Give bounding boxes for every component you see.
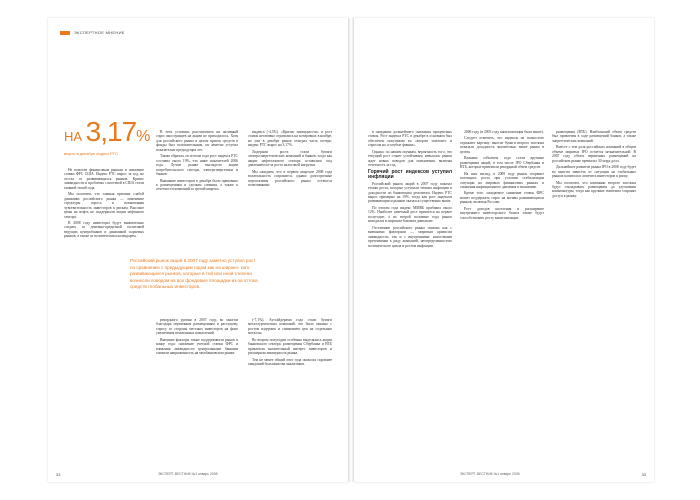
paragraph: По итогам года индекс ММВБ прибавил около 12%. Наиболее заметный рост пришелся на первое полугодие, а во второй половине года рынок находился в широком боковом диапазоне. — [368, 205, 452, 224]
orange-marker — [60, 31, 70, 35]
paragraph: Не помогли финансовым рынкам и снижение ставки ФРС США. Индекс РТС вырос за год, но отстал от развивающихся рынков. Кризис ликвидности и проблемы с ипотекой в США стали главной темой года. — [64, 168, 144, 190]
paragraph: В 2008 году инвесторы будут внимательно следить за денежно-кредитной политикой ведущих центробанков и динамикой сырьевых рынков, а также за политическим календарем. — [64, 220, 144, 239]
headline-number: 3,17 — [85, 116, 137, 147]
page-number: 33 — [56, 472, 61, 477]
paragraph: Мы полагаем, что компании второго эшелона будут откладывать размещения до улучшения конъюнктуры, тогда как крупные эмитенты сохранят доступ к рынку. — [552, 180, 636, 198]
paragraph: В этих условиях рассчитывать на активный спрос иностранцев на акции не приходилось. Хотя для российского рынка в целом приток средств в фонды был положительным, он заметно уступал показателям предыдущих лет. — [156, 130, 238, 152]
paragraph: Важным событием года стали крупные размещения акций, в том числе IPO Сбербанка и ВТБ, которые привлекли рекордный объем средств. — [460, 156, 544, 170]
right-column-3 — [552, 130, 636, 470]
left-column-1 — [64, 168, 144, 468]
footer-text: ЭКСПЕРТ-ВЕСТНИК №1 январь 2008 — [158, 472, 218, 476]
paragraph: На наш взгляд, в 2008 году рынок сохранит потенциал роста при условии стабилизации ситуации на мировых финансовых рынках и снижения инфляционного давления в экономике. — [460, 171, 544, 189]
left-column-2 — [156, 130, 238, 248]
paragraph: Таким образом, по итогам года рост индекса РТС составил около 19%, что ниже показателей 2006 года. Лучше рынка выглядели акции потребительского сектора, электроэнергетики и банков. — [156, 154, 238, 177]
right-column-2 — [460, 130, 544, 470]
paragraph: Рост доходов населения и расширение внутреннего инвесторского базиса также будут способствовать росту капитализации. — [460, 206, 544, 220]
paragraph: (-7,1%). Аутсайдерами года стали бумаги металлургических компаний, что было связано с ростом издержек и снижением цен на отдельные металлы. — [248, 318, 332, 336]
headline-figure — [64, 116, 150, 148]
headline-caption: вырос в декабре индекс РТС — [64, 151, 118, 156]
left-column-3 — [248, 130, 332, 248]
page-number: 33 — [641, 472, 646, 477]
headline-prefix: НА — [64, 129, 86, 144]
paragraph: Российский рынок акций в 2007 году показал темпы роста, которые уступили темпам инфляции и доходности по банковским депозитам. Индекс РТС вырос примерно на 19%, тогда как рост индексов развивающихся рынков оказался существенно выше. — [368, 181, 452, 204]
headline-unit: % — [136, 128, 151, 145]
left-page — [48, 18, 348, 482]
right-page — [354, 18, 654, 482]
paragraph: Внимание инвесторов в декабре было приковано к размещениям и сделкам слияния, а также к отчетности компаний за третий квартал. — [156, 178, 238, 192]
paragraph: Лидерами роста стали бумаги электроэнергетических компаний и банков, тогда как акции нефтегазового сектора оставались под давлением из-за роста налоговой нагрузки. — [248, 149, 332, 168]
section-label — [60, 30, 125, 35]
paragraph: Мы ожидаем, что в первом квартале 2008 года волатильность сохранится, однако долгосрочные перспективы российского рынка остаются позитивными. — [248, 169, 332, 187]
paragraph: Кроме того, ожидаемое снижение ставок ФРС может поддержать спрос на активы развивающихся рынков, включая Россию. — [460, 191, 544, 205]
left-column-3-bottom — [248, 318, 332, 466]
paragraph: Следует отметить, что индексы не полностью отражают картину: многие бумаги второго эшелона показали доходность значительно выше рынка в целом. — [460, 136, 544, 154]
left-column-2-bottom — [156, 318, 238, 466]
section-label-text: ЭКСПЕРТНОЕ МНЕНИЕ — [74, 30, 125, 35]
paragraph: Тем не менее общий итог года оказался скромнее ожиданий большинства аналитиков. — [248, 357, 332, 367]
paragraph: в ожидании дальнейшего снижения процентных ставок. Рост индекса РТС в декабре в основном был обеспечен покупками во «втором эшелоне» и спросом на «голубые фишки». — [368, 130, 452, 148]
paragraph: индекса (-4,5%). «Кризис ликвидности» и рост ставок негативно отразились на котировках в ноябре, но уже в декабре рынок отыграл часть потерь: индекс РТС вырос на 3,17%. — [248, 130, 332, 148]
paragraph: Отставание российского рынка связано как с внешними факторами — мировым кризисом ликвидности, так и с внутренними: налоговыми претензиями к ряду компаний, неопределенностью политического цикла и ростом инфляции. — [368, 225, 452, 248]
paragraph: Во втором полугодии особенно выделялись акции банковского сектора: размещения Сбербанка и ВТБ привлекли значительный интерес инвесторов и расширили ликвидность рынка. — [248, 337, 332, 356]
paragraph: размещения (ВТБ). Наибольший объем средств был привлечен в ходе размещений банков, а также энергетических компаний. — [552, 130, 636, 143]
pull-quote: Российский рынок акций в 2007 году заметно уступил рост по сравнению с предыдущим годом как на широко- кого развивающихся рынков, которые в той или иной степени вознесли поводом на все фондовые площадки из-за оттока средств глобальных инвесторов. — [130, 258, 258, 290]
paragraph: 2006 году (в 2005 году капитализация была выше). — [464, 130, 544, 134]
paragraph: Однако, по нашим оценкам, вероятность того, что текущий рост станет устойчивым, невысока: рынок ждет новых поводов для повышения, включая отчетность за год. — [368, 149, 452, 168]
paragraph: Внешние факторы также поддерживали рынок в конце года: снижение учетной ставки ФРС и вливания ликвидности центральными банками снизили напряженность на межбанковском рынке. — [156, 337, 238, 356]
right-column-1 — [368, 130, 452, 470]
paragraph: Вместе с тем доля российских компаний в общем объеме мировых IPO остается незначительной. В 2007 году объем первичных размещений на российском рынке превысил 30 млрд долл. — [552, 145, 636, 163]
section-heading: Горячий рост индексов уступил инфляции — [368, 168, 452, 181]
paragraph: Мы полагаем, что главная причина слабой динамики российского рынка — изменение структуры спроса и повышенная чувствительность инвесторов к рискам. Высокие цены на нефть не поддержали акции нефтяного сектора. — [64, 192, 144, 219]
footer-text: ЭКСПЕРТ-ВЕСТНИК №1 январь 2008 — [460, 472, 520, 476]
paragraph: рекордного уровня в 2007 году, во многом благодаря первичным размещениям и растущему спросу со стороны местных инвесторов на фоне увеличения пенсионных накоплений. — [156, 318, 238, 336]
paragraph: Дальнейшее развитие рынка IPO в 2008 году будет во многом зависеть от ситуации на глобальных рынках капитала и аппетита инвесторов к риску. — [552, 165, 636, 179]
